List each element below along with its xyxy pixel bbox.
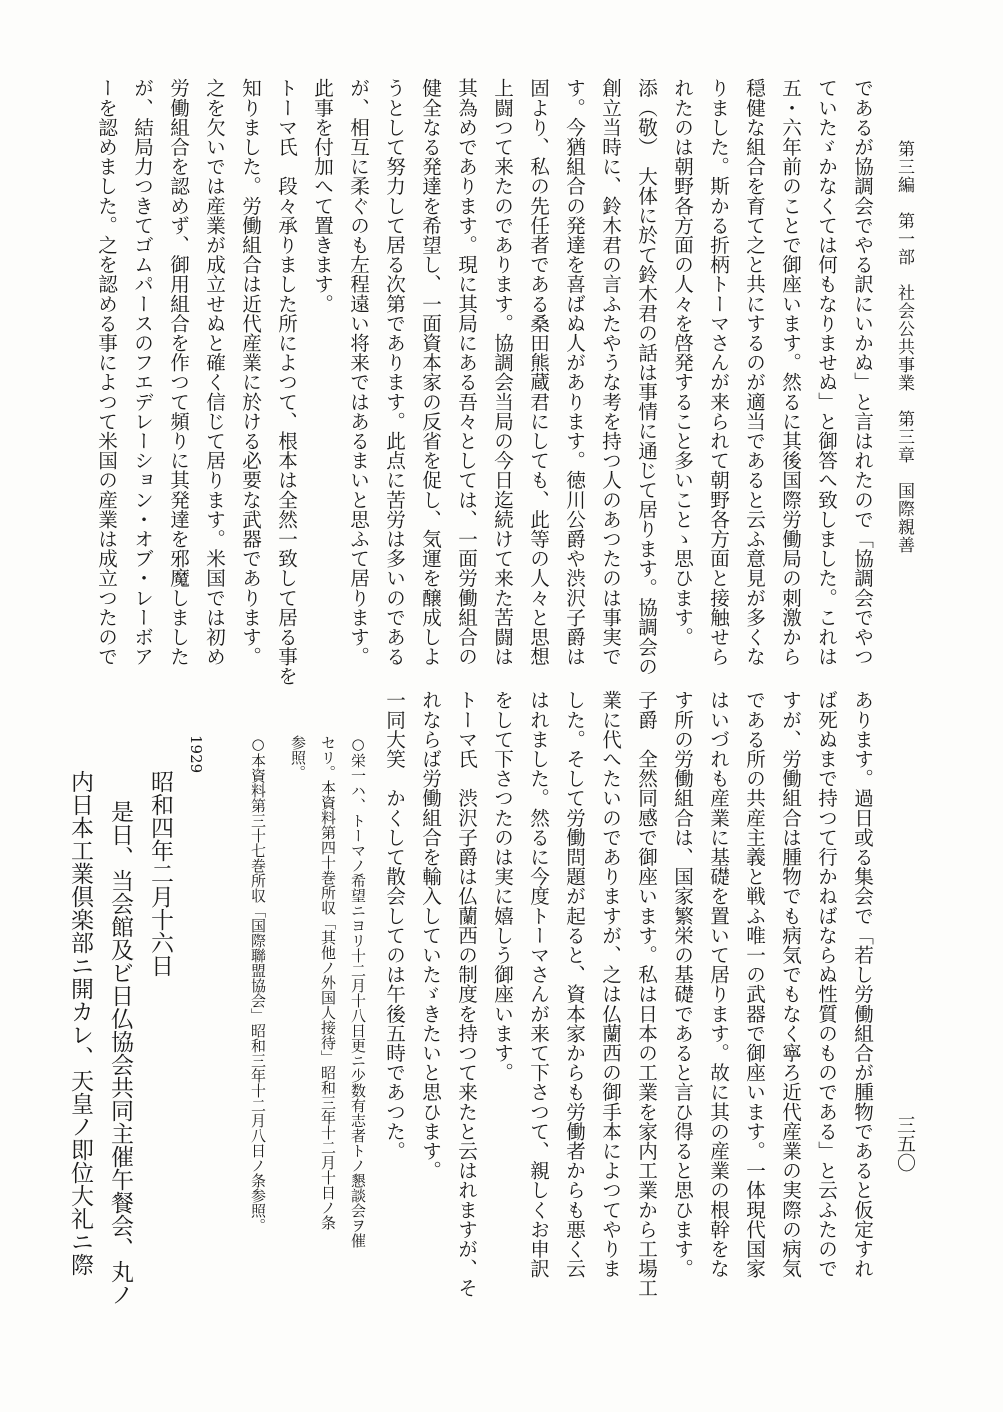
text-line: うとして努力して居る次第であります。此点に苦労は多いのである (382, 78, 406, 666)
text-line: れたのは朝野各方面の人々を啓発すること多いことゝ思ひます。 (670, 78, 694, 647)
text-line: をして下さつたのは実に嬉しう御座います。 (490, 690, 514, 1082)
text-line: はいづれも産業に基礎を置いて居ります。故に其の産業の根幹をな (706, 690, 730, 1278)
text-line: 健全なる発達を希望し、一面資本家の反省を促し、気運を醸成しよ (418, 78, 442, 666)
text-line: す。今猶組合の発達を喜ばぬ人があります。徳川公爵や渋沢子爵は (562, 78, 586, 666)
text-line: ば死ぬまで持つて行かねばならぬ性質のものである」と云ふたので (814, 690, 838, 1278)
text-line: 之を欠いでは産業が成立せぬと確く信じて居ります。米国では初め (202, 78, 226, 666)
text-line: した。そして労働問題が起ると、資本家からも労働者からも悪く云 (562, 690, 586, 1278)
text-line: あります。過日或る集会で「若し労働組合が腫物であると仮定すれ (850, 690, 874, 1278)
text-line: 労働組合を認めず、御用組合を作つて頻りに其発達を邪魔しました (166, 78, 190, 666)
text-line: が、結局力つきてゴムパースのフエデレーション・オブ・レーボア (130, 78, 154, 666)
text-line: れならば労働組合を輸入していたゞきたいと思ひます。 (418, 690, 442, 1180)
text-line: 五・六年前のことで御座います。然るに其後国際労働局の刺激から (778, 78, 802, 666)
text-line: である所の共産主義と戦ふ唯一の武器で御座います。一体現代国家 (742, 690, 766, 1278)
text-line: 業に代へたいのでありますが、之は仏蘭西の御手本によつてやりま (598, 690, 622, 1278)
text-line: トーマ氏 段々承りました所によつて、根本は全然一致して居る事を (274, 78, 298, 686)
editorial-note: ○本資料第三十七巻所収「国際聯盟協会」昭和三年十二月八日ノ条参照。 (249, 735, 267, 1233)
text-line: 一同大笑 かくして散会してのは午後五時であつた。 (382, 690, 406, 1161)
text-line: 固より、私の先任者である桑田熊蔵君にしても、此等の人々と思想 (526, 78, 550, 666)
year-marker: 1929 (187, 735, 205, 774)
entry-line: 是日、当会館及ビ日仏協会共同主催午餐会、丸ノ (107, 800, 133, 1306)
text-line: りました。斯かる折柄トーマさんが来られて朝野各方面と接触せら (706, 78, 730, 666)
text-line: トーマ氏 渋沢子爵は仏蘭西の制度を持つて来たと云はれますが、そ (454, 690, 478, 1298)
text-line: ーを認めました。之を認める事によつて米国の産業は成立つたので (94, 78, 118, 666)
text-line: 其為めであります。現に其局にある吾々としては、一面労働組合の (454, 78, 478, 666)
text-line: すが、労働組合は腫物でも病気でもなく寧ろ近代産業の実際の病気 (778, 690, 802, 1278)
text-line: であるが協調会でやる訳にいかぬ」と言はれたので「協調会でやつ (850, 78, 874, 666)
text-line: が、相互に柔ぐのも左程遠い将来ではあるまいと思ふて居ります。 (346, 78, 370, 666)
editorial-note: ○栄一ハ、トーマノ希望ニヨリ十二月十八日更ニ少数有志者トノ懇談会ヲ催 (349, 735, 367, 1248)
text-line: 穏健な組合を育て之と共にするのが適当であると云ふ意見が多くな (742, 78, 766, 666)
entry-date: 昭和四年二月十六日 (147, 770, 173, 977)
text-line: 知りました。労働組合は近代産業に於ける必要な武器であります。 (238, 78, 262, 666)
running-title: 第三編 第一部 社会公共事業 第三章 国際親善 (894, 140, 914, 554)
text-line: ていたゞかなくては何もなりませぬ」と御答へ致しました。これは (814, 78, 838, 666)
text-line: 此事を付加へて置きます。 (310, 78, 334, 314)
editorial-note: 参照。 (289, 735, 307, 780)
text-line: 添（敬） 大体に於て鈴木君の話は事情に通じて居ります。協調会の (634, 78, 658, 676)
editorial-note: セリ。本資料第四十巻所収「其他ノ外国人接待」昭和三年十二月十日ノ条 (319, 735, 337, 1230)
text-line: 子爵 全然同感で御座います。私は日本の工業を家内工業から工場工 (634, 690, 658, 1298)
text-line: 創立当時に、鈴木君の言ふたやうな考を持つ人のあつたのは事実で (598, 78, 622, 666)
text-line: 上闘つて来たのであります。協調会当局の今日迄続けて来た苦闘は (490, 78, 514, 666)
entry-line: 内日本工業倶楽部ニ開カレ、天皇ノ即位大礼ニ際 (67, 770, 93, 1276)
page-number: 三五〇 (894, 1115, 916, 1172)
text-line: はれました。然るに今度トーマさんが来て下さつて、親しくお申訳 (526, 690, 550, 1278)
text-line: す所の労働組合は、国家繁栄の基礎であると言ひ得ると思ひます。 (670, 690, 694, 1278)
